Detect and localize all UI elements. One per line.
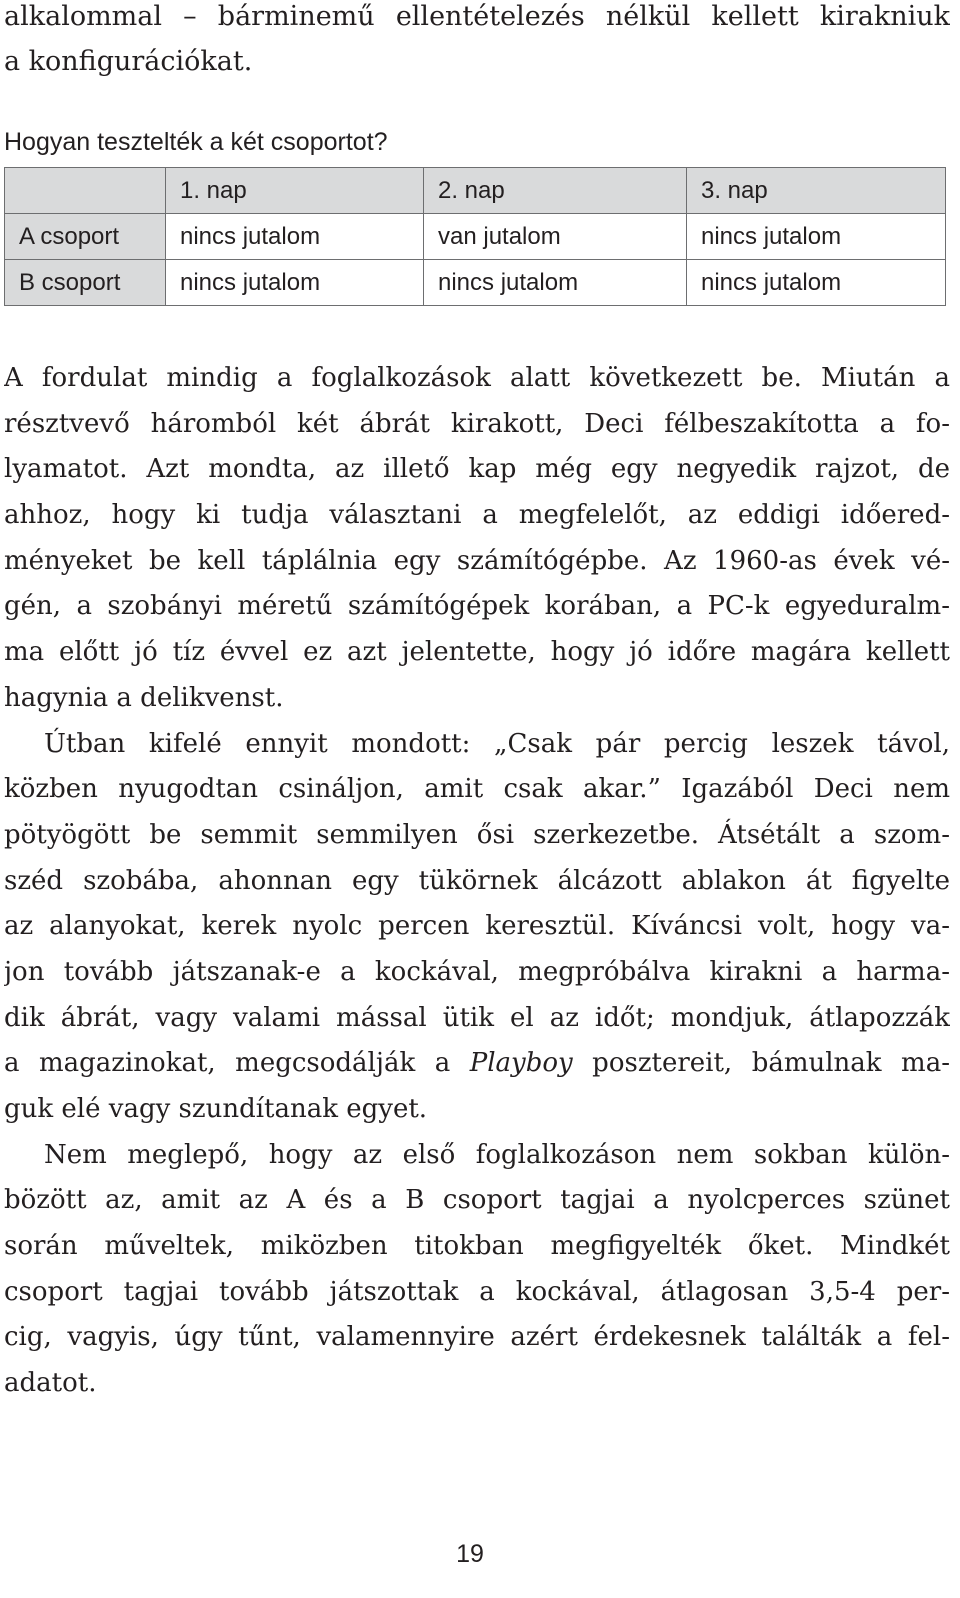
table-cell: nincs jutalom bbox=[687, 260, 946, 306]
text-line: gén, a szobányi méretű számítógépek korában, a PC-k egyeduralm- bbox=[4, 591, 950, 622]
text-line: során műveltek, miközben titokban megfigyelték őket. Mindkét bbox=[4, 1231, 950, 1262]
page-number: 19 bbox=[456, 1540, 484, 1568]
text-line: hagynia a delikvenst. bbox=[4, 682, 284, 713]
intro-line-1: alkalommal – bárminemű ellentételezés nélkül kellett kirakniuk bbox=[4, 1, 950, 32]
table-cell: nincs jutalom bbox=[424, 260, 687, 306]
text-line: széd szobába, ahonnan egy tükörnek álcázott ablakon át figyelte bbox=[4, 865, 950, 896]
table-header-row bbox=[5, 168, 946, 214]
table-row-group-a bbox=[5, 214, 946, 260]
column-header-day-3: 3. nap bbox=[687, 168, 946, 214]
table-corner-cell bbox=[5, 168, 166, 214]
text-line: guk elé vagy szundítanak egyet. bbox=[4, 1094, 428, 1124]
reward-table-container bbox=[4, 167, 948, 306]
text-line: pötyögött be semmit semmilyen ősi szerkezetbe. Átsétált a szom- bbox=[4, 819, 950, 850]
text-line: dik ábrát, vagy valami mással ütik el az időt; mondjuk, átlapozzák bbox=[4, 1002, 950, 1033]
text-line: résztvevő háromból két ábrát kirakott, Deci félbeszakította a fo- bbox=[4, 408, 950, 439]
text-line: az alanyokat, kerek nyolc percen keresztül. Kíváncsi volt, hogy va- bbox=[4, 911, 950, 942]
text-line: csoport tagjai tovább játszottak a kockával, átlagosan 3,5-4 per- bbox=[4, 1276, 950, 1307]
text-line: jon tovább játszanak-e a kockával, megpróbálva kirakni a harma- bbox=[4, 956, 950, 987]
table-row-group-b bbox=[5, 260, 946, 306]
row-label-group-a: A csoport bbox=[5, 214, 166, 260]
text-segment: a magazinokat, megcsodálják a bbox=[4, 1048, 470, 1079]
row-label-group-b: B csoport bbox=[5, 260, 166, 306]
text-line: cig, vagyis, úgy tűnt, valamennyire azért érdekesnek találták a fel- bbox=[4, 1322, 950, 1353]
text-segment: posztereit, bámulnak ma- bbox=[572, 1048, 950, 1079]
text-line: bözött az, amit az A és a B csoport tagjai a nyolcperces szünet bbox=[4, 1185, 950, 1216]
text-line: ahhoz, hogy ki tudja választani a megfelelőt, az eddigi időered- bbox=[4, 500, 950, 531]
table-cell: nincs jutalom bbox=[166, 260, 424, 306]
reward-table bbox=[4, 167, 946, 306]
text-line: ma előtt jó tíz évvel ez azt jelentette, hogy jó időre magára kellett bbox=[4, 637, 950, 668]
table-cell: nincs jutalom bbox=[687, 214, 946, 260]
magazine-title: Playboy bbox=[469, 1048, 573, 1079]
intro-line-2: a konfigurációkat. bbox=[4, 46, 253, 77]
column-header-day-2: 2. nap bbox=[424, 168, 687, 214]
table-caption: Hogyan tesztelték a két csoportot? bbox=[4, 128, 388, 156]
table-cell: nincs jutalom bbox=[166, 214, 424, 260]
text-line: Nem meglepő, hogy az első foglalkozáson nem sokban külön- bbox=[44, 1139, 950, 1170]
table-cell: van jutalom bbox=[424, 214, 687, 260]
text-line: Útban kifelé ennyit mondott: „Csak pár percig leszek távol, bbox=[44, 728, 950, 759]
text-line bbox=[4, 1041, 950, 1087]
text-line: közben nyugodtan csináljon, amit csak akar.” Igazából Deci nem bbox=[4, 774, 950, 805]
text-line: A fordulat mindig a foglalkozások alatt következett be. Miután a bbox=[4, 363, 950, 393]
text-line: lyamatot. Azt mondta, az illető kap még egy negyedik rajzot, de bbox=[4, 454, 950, 485]
column-header-day-1: 1. nap bbox=[166, 168, 424, 214]
text-line: adatot. bbox=[4, 1368, 97, 1399]
text-line: ményeket be kell táplálnia egy számítógépbe. Az 1960-as évek vé- bbox=[4, 545, 950, 576]
body-text bbox=[4, 356, 950, 1407]
